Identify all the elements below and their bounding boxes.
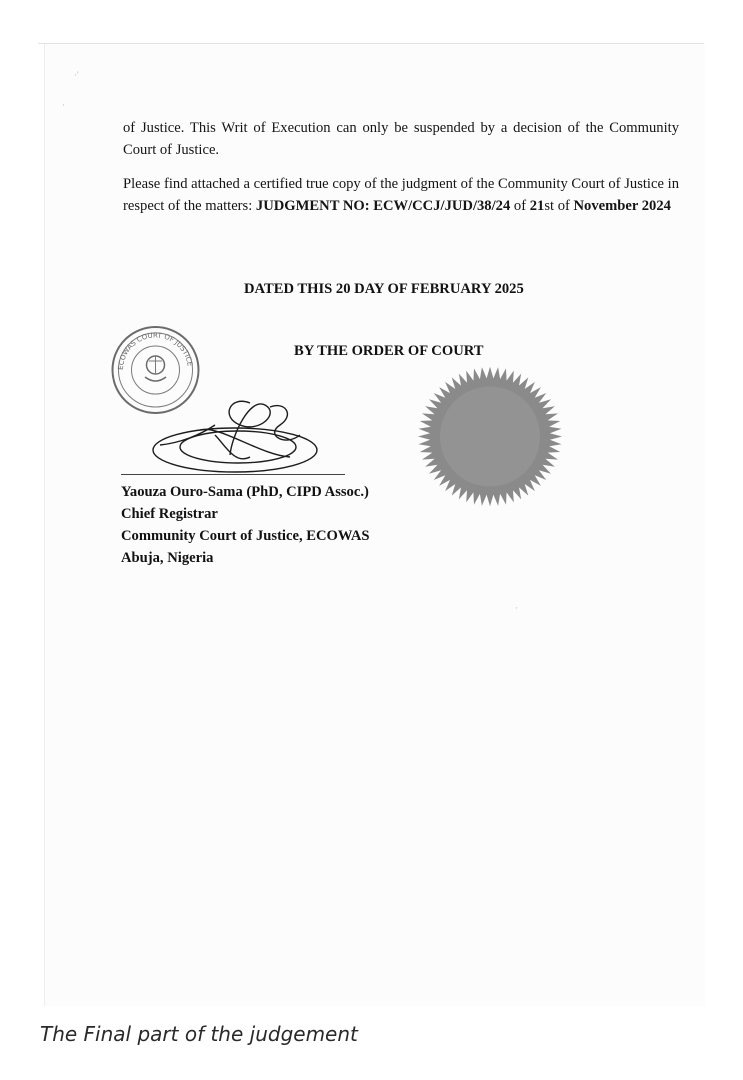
writ-paragraph [123,117,679,161]
order-of-court: BY THE ORDER OF COURT [294,343,484,359]
attachment-paragraph-text: Please find attached a certified true copy of the judgment of the Community Court of Justice in respect of the matters: [123,176,679,214]
dated-line: DATED THIS 20 DAY OF FEBRUARY 2025 [244,281,524,297]
judgment-month-year: November 2024 [573,198,671,214]
embossed-stamp-icon [415,364,565,509]
signature-icon [140,395,330,480]
of-word-2: of [554,198,574,214]
signatory-location: Abuja, Nigeria [121,550,214,566]
of-word: of [510,198,530,214]
signature-line [121,474,345,475]
judgment-number: JUDGMENT NO: ECW/CCJ/JUD/38/24 [255,198,511,214]
ordinal-suffix: st [544,198,555,214]
scan-speck: · [62,100,65,110]
attachment-paragraph [123,173,679,217]
signatory-name: Yaouza Ouro-Sama (PhD, CIPD Assoc.) [121,484,369,500]
scan-speck: ·' [74,70,79,80]
signatory-institution: Community Court of Justice, ECOWAS [121,528,370,544]
signature-block [121,481,370,569]
writ-paragraph-text: of Justice. This Writ of Execution can only be suspended by a decision of the Community Court of Justice. [123,120,679,158]
image-caption: The Final part of the judgement [40,1022,358,1046]
scan-speck: · [515,603,518,613]
signatory-title: Chief Registrar [121,506,218,522]
judgment-day: 21 [529,198,545,214]
seal-text: ECOWAS COURT OF JUSTICE [116,331,194,371]
